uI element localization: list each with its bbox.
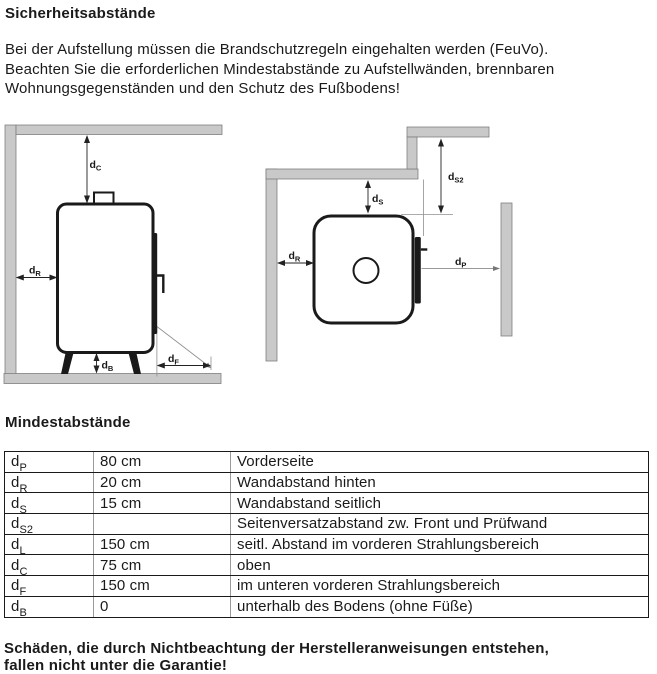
door-handle <box>157 276 163 294</box>
rear-wall <box>5 125 16 383</box>
intro-line-1: Bei der Aufstellung müssen die Brandschutzregeln eingehalten werden (FeuVo). <box>5 41 549 58</box>
table-row <box>5 596 649 617</box>
stove-door-top <box>415 237 421 304</box>
table-row <box>5 555 649 576</box>
symbol-cell: $d_P$ <box>5 452 94 473</box>
warning-line-1: Schäden, die durch Nichtbeachtung der Herstelleranweisungen entstehen, <box>4 640 549 657</box>
description-cell: unterhalb des Bodens (ohne Füße) <box>231 596 649 617</box>
symbol-cell: $d_C$ <box>5 555 94 576</box>
db-label: $d_B$ <box>101 359 114 373</box>
warning-line-2: fallen nicht unter die Garantie! <box>4 656 228 674</box>
flue-stub <box>94 193 114 205</box>
intro-paragraph <box>5 40 554 99</box>
offset-wall <box>407 127 489 137</box>
test-wall <box>501 203 512 336</box>
df-label: $d_F$ <box>168 353 180 367</box>
dr2-label: $d_R$ <box>288 250 301 264</box>
symbol-cell: $d_L$ <box>5 534 94 555</box>
value-cell: 150 cm <box>94 534 231 555</box>
min-distances-table <box>4 451 649 618</box>
description-cell: seitl. Abstand im vorderen Strahlungsbereich <box>231 534 649 555</box>
stove-door <box>152 233 157 334</box>
table-row <box>5 514 649 535</box>
value-cell: 20 cm <box>94 472 231 493</box>
floor <box>4 374 221 384</box>
page-title: Sicherheitsabstände <box>5 5 156 22</box>
value-cell: 80 cm <box>94 452 231 473</box>
offset-wall-connector <box>407 137 417 169</box>
description-cell: im unteren vorderen Strahlungsbereich <box>231 576 649 597</box>
rear-wall-top <box>266 169 277 361</box>
symbol-cell: $d_F$ <box>5 576 94 597</box>
table-row <box>5 576 649 597</box>
dc-label: $d_C$ <box>89 159 102 173</box>
stove-leg-right <box>128 351 141 374</box>
description-cell: Seitenversatzabstand zw. Front und Prüfwand <box>231 514 649 535</box>
description-cell: Wandabstand seitlich <box>231 493 649 514</box>
dp-label: $d_P$ <box>455 256 467 270</box>
value-cell <box>94 514 231 535</box>
symbol-cell: $d_R$ <box>5 472 94 493</box>
stove-leg-left <box>61 351 74 374</box>
radiation-diagonal-line <box>157 327 211 368</box>
table-heading: Mindestabstände <box>5 414 131 431</box>
description-cell: oben <box>231 555 649 576</box>
symbol-cell: $d_S$ <box>5 493 94 514</box>
symbol-cell: $d_{S2}$ <box>5 514 94 535</box>
table-row <box>5 534 649 555</box>
table-row <box>5 472 649 493</box>
table-row <box>5 493 649 514</box>
ceiling <box>16 125 222 135</box>
value-cell: 0 <box>94 596 231 617</box>
flue-outlet <box>354 258 379 283</box>
table-row <box>5 452 649 473</box>
side-wall-top <box>266 169 418 179</box>
dr-label: $d_R$ <box>29 264 41 278</box>
ds-label: $d_S$ <box>372 193 384 207</box>
top-view-diagram <box>255 118 530 395</box>
intro-line-3: Wohnungsgegenständen und den Schutz des Fußbodens! <box>5 80 401 97</box>
value-cell: 15 cm <box>94 493 231 514</box>
symbol-cell: $d_B$ <box>5 596 94 617</box>
value-cell: 150 cm <box>94 576 231 597</box>
description-cell: Wandabstand hinten <box>231 472 649 493</box>
side-view-diagram <box>0 118 232 395</box>
value-cell: 75 cm <box>94 555 231 576</box>
intro-line-2: Beachten Sie die erforderlichen Mindestabstände zu Aufstellwänden, brennbaren <box>5 60 555 78</box>
warranty-warning <box>4 641 549 674</box>
ds2-label: $d_{S2}$ <box>448 171 464 185</box>
description-cell: Vorderseite <box>231 452 649 473</box>
stove-body <box>58 204 154 353</box>
